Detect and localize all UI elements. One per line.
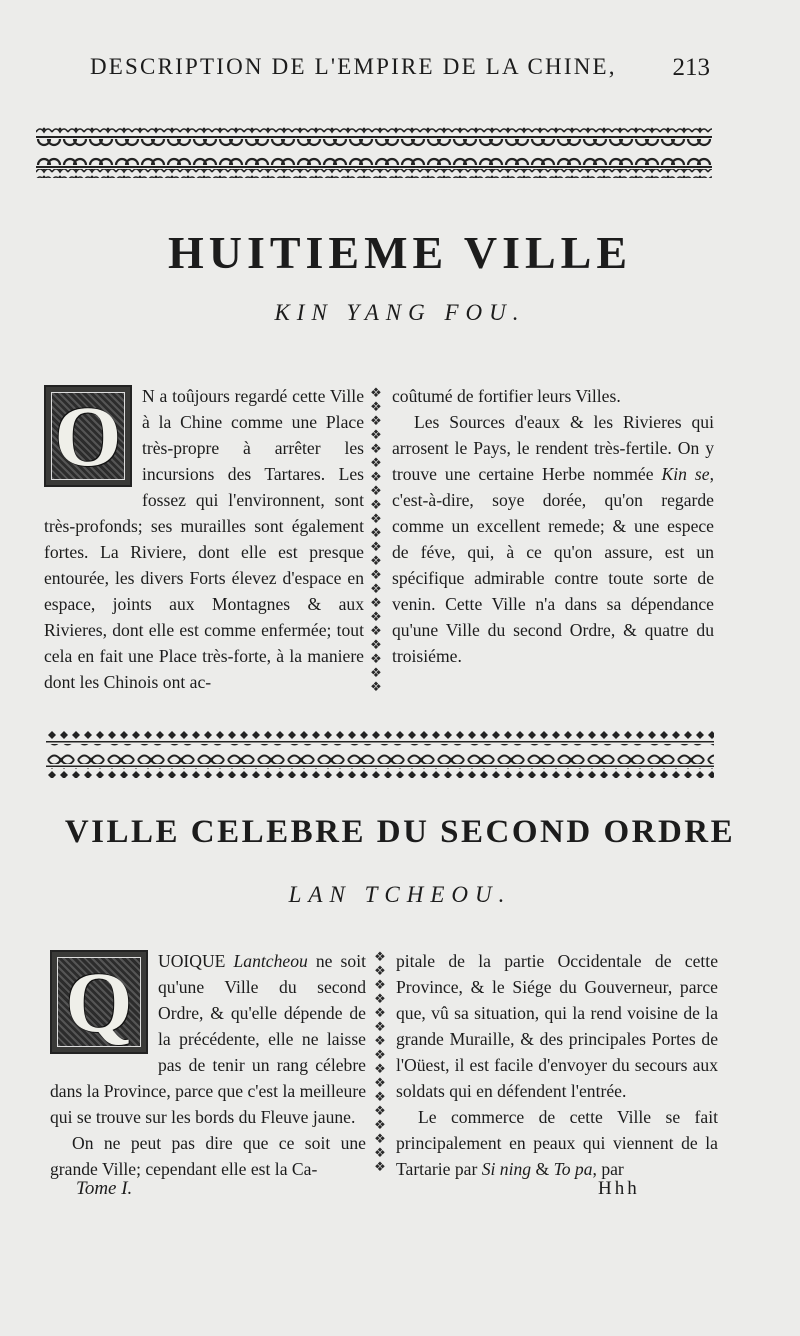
running-title: DESCRIPTION DE L'EMPIRE DE LA CHINE, [90,54,617,79]
column-divider-2: ❖ ❖ ❖ ❖ ❖ ❖ ❖ ❖ ❖ ❖ ❖ ❖ ❖ ❖ ❖ ❖ [374,950,386,1174]
drop-cap-O: O [44,385,132,487]
section1-right-p2: Les Sources d'eaux & les Rivieres qui arrosent le Pays, le rendent très-fertile. On y trouve une certaine Herbe nommée Kin se, c'est-à-dire, soye dorée, qu'on regarde comme un excellent remede; & une espece de féve, qui, à ce qu'on assure, est un spécifique admirable contre toute sorte de venin. Cette Ville n'a dans sa dépendance qu'une Ville du second Ordre, & quatre du troisiéme. [392,412,714,666]
section2-left-p1: UOIQUE Lantcheou ne soit qu'une Ville du second Ordre, & qu'elle dépende de la précédente, elle ne laisse pas de tenir un rang célebre dans la Province, parce que c'est la meilleure qui se trouve sur les bords du Fleuve jaune. [50,951,366,1127]
ornament-band-middle [46,730,714,778]
city-subtitle: KIN YANG FOU. [274,300,526,325]
section2-left-p2: On ne peut pas dire que ce soit une grande Ville; cependant elle est la Ca- [50,1133,366,1179]
ornament-band-top [36,126,712,178]
section1-right-p1: coûtumé de fortifier leurs Villes. [392,386,621,406]
drop-cap-Q: Q [50,950,148,1054]
volume-label: Tome I. [76,1178,133,1199]
section2-right-column [396,948,718,1182]
column-divider-1: ❖ ❖ ❖ ❖ ❖ ❖ ❖ ❖ ❖ ❖ ❖ ❖ ❖ ❖ ❖ ❖ ❖ ❖ ❖ ❖ ❖ ❖ [370,386,382,692]
chapter-title: HUITIEME VILLE [167,227,633,278]
section2-left-column [50,948,366,1182]
section1-left-text: N a toûjours regardé cette Ville à la Chine comme une Place très-propre à arrêter les incursions des Tartares. Les fossez qui l'environnent, sont très-profonds; ses murailles sont également fortes. La Riviere, dont elle est presque entourée, les divers Forts élevez d'espace en espace, joints aux Montagnes & aux Rivieres, dont elle est comme enfermée; tout cela en fait une Place très-forte, à la maniere dont les Chinois ont ac- [44,386,364,692]
section2-title: VILLE CELEBRE DU SECOND ORDRE [64,814,736,850]
running-head [90,54,710,90]
signature-mark: Hhh [598,1178,640,1199]
section2-subtitle: LAN TCHEOU. [288,882,512,907]
page-number: 213 [672,54,710,81]
section1-right-column [392,383,714,669]
section2-right-p2: Le commerce de cette Ville se fait principalement en peaux qui viennent de la Tartarie par Si ning & To pa, par [396,1107,718,1179]
section2-right-p1: pitale de la partie Occidentale de cette Province, & le Siége du Gouverneur, parce que, vû sa situation, qui la rend voisine de la grande Muraille, & des principales Portes de l'Oüest, il est facile d'envoyer du secours aux soldats qui en défendent l'entrée. [396,951,718,1101]
section1-left-column [44,383,364,695]
